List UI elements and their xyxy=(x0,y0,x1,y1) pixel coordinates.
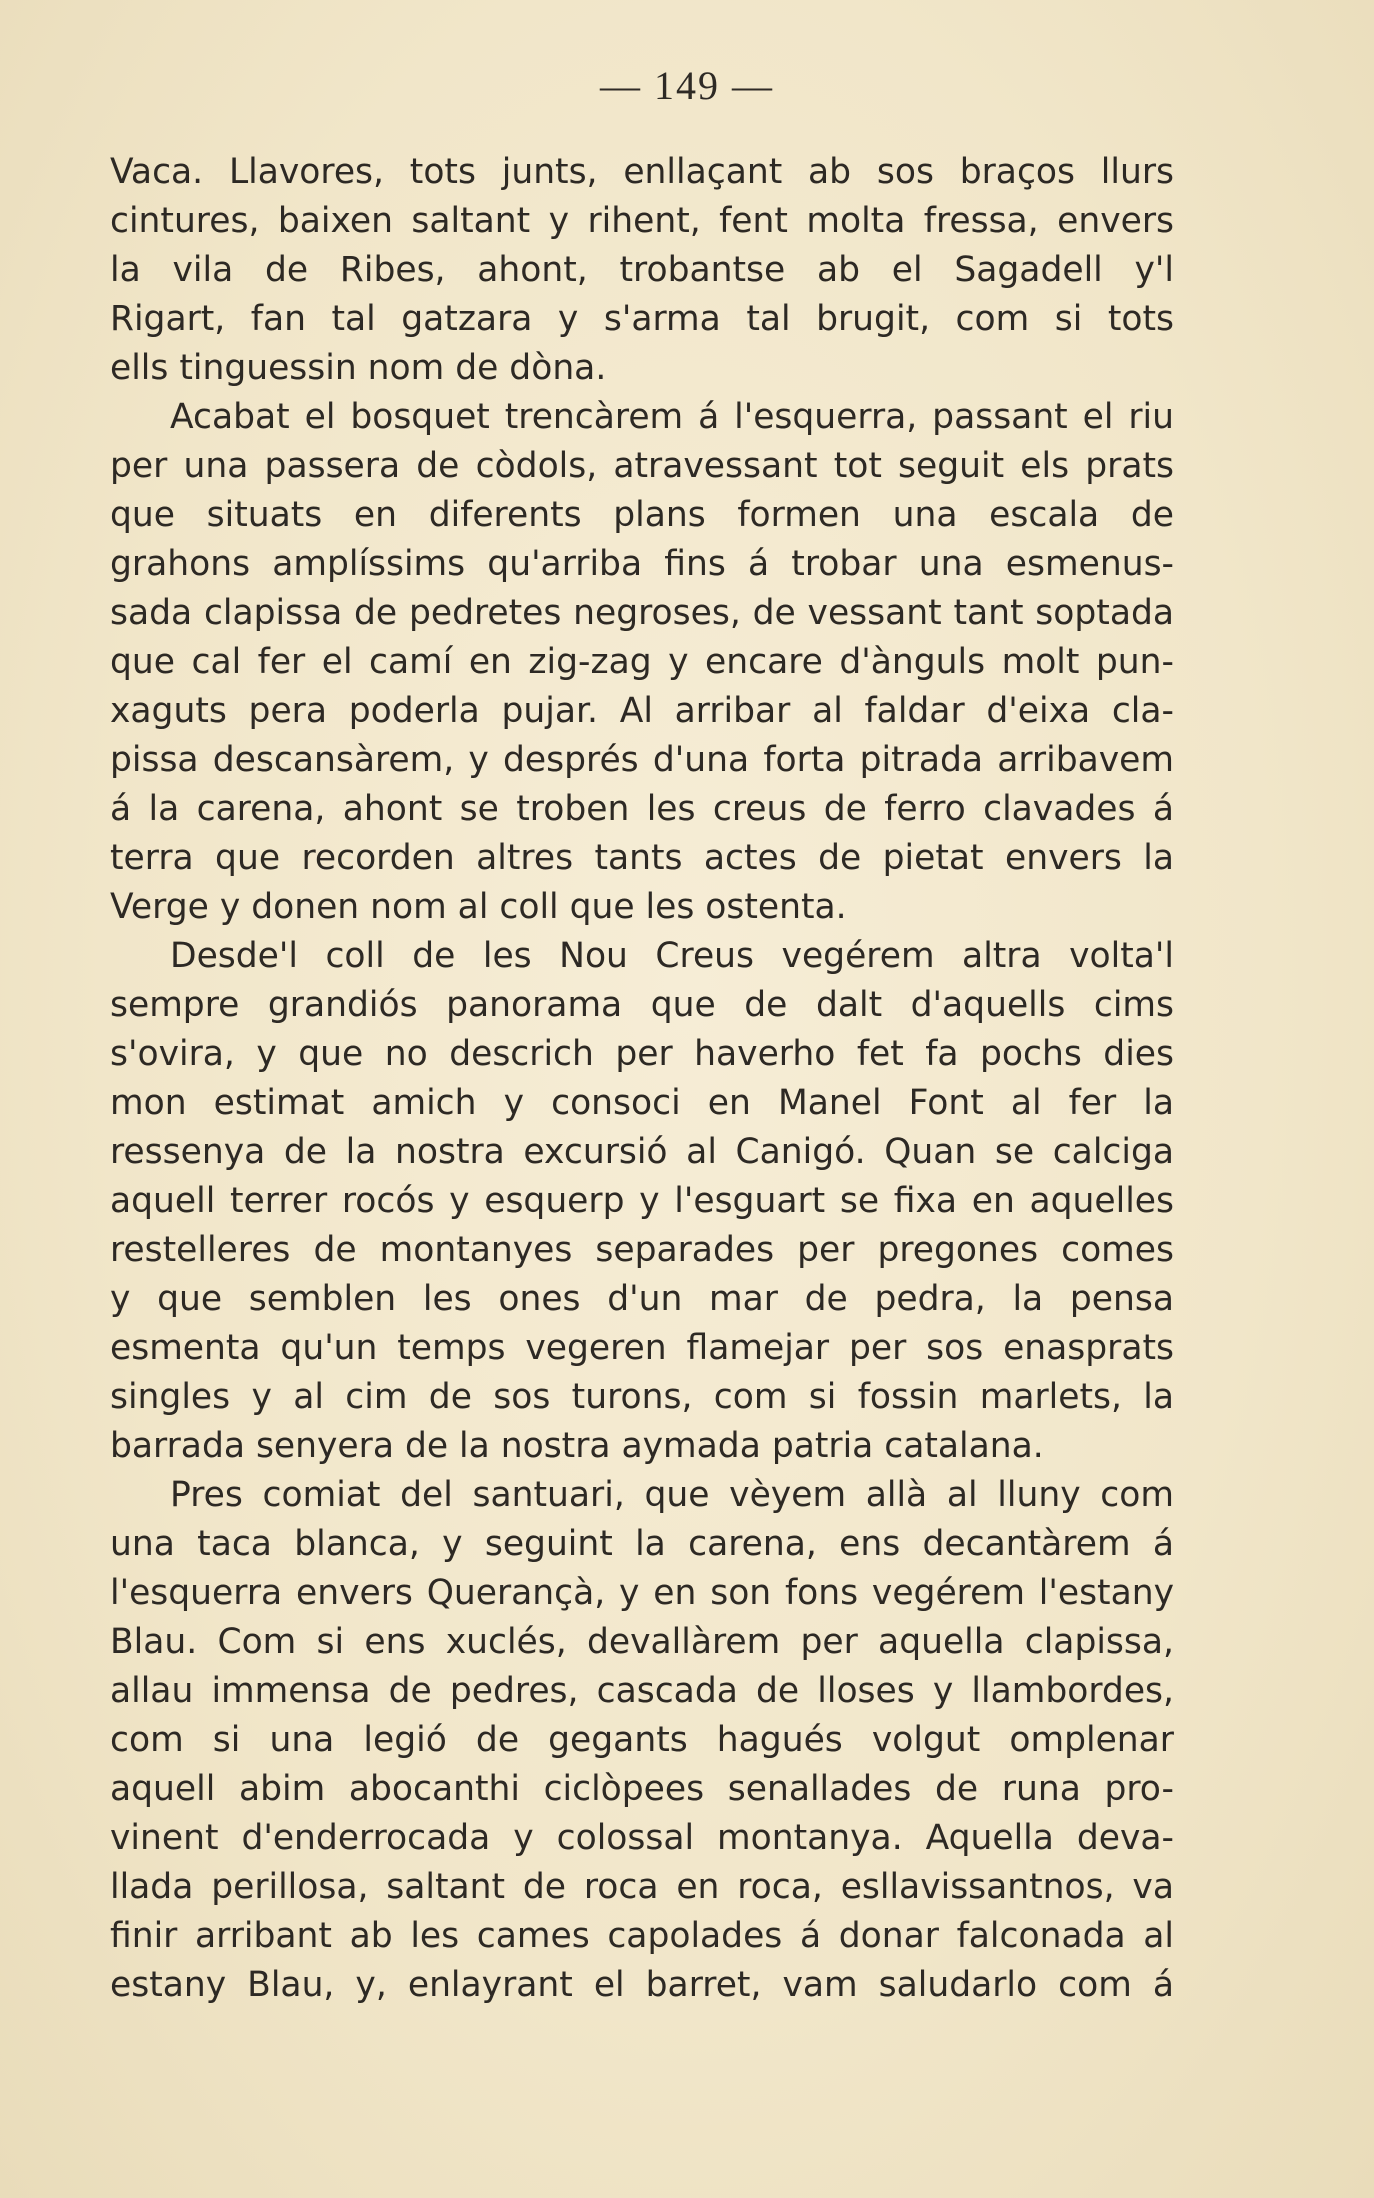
text-line: allau immensa de pedres, cascada de lloses y llambordes, xyxy=(110,1671,1174,1711)
text-line: Vaca. Llavores, tots junts, enllaçant ab sos braços llurs xyxy=(110,152,1174,192)
text-line: xaguts pera poderla pujar. Al arribar al faldar d'eixa cla- xyxy=(110,691,1174,731)
text-line: l'esquerra envers Querançà, y en son fons vegérem l'estany xyxy=(110,1573,1174,1613)
text-line: la vila de Ribes, ahont, trobantse ab el Sagadell y'l xyxy=(110,250,1174,290)
text-line: vinent d'enderrocada y colossal montanya. Aquella deva- xyxy=(110,1818,1174,1858)
text-line: singles y al cim de sos turons, com si fossin marlets, la xyxy=(110,1377,1174,1417)
text-line: Desde'l coll de les Nou Creus vegérem altra volta'l xyxy=(170,936,1174,976)
page-number: — 149 — xyxy=(600,63,774,108)
text-line: com si una legió de gegants hagués volgut omplenar xyxy=(110,1720,1174,1760)
text-line: aquell abim abocanthi ciclòpees senallades de runa pro- xyxy=(110,1769,1174,1809)
text-line: grahons amplíssims qu'arriba fins á trobar una esmenus- xyxy=(110,544,1174,584)
text-line: aquell terrer rocós y esquerp y l'esguart se fixa en aquelles xyxy=(110,1181,1174,1221)
text-line: pissa descansàrem, y després d'una forta pitrada arribavem xyxy=(110,740,1174,780)
text-line: sada clapissa de pedretes negroses, de vessant tant soptada xyxy=(110,593,1174,633)
text-line: mon estimat amich y consoci en Manel Font al fer la xyxy=(110,1083,1174,1123)
text-line: esmenta qu'un temps vegeren flamejar per sos enasprats xyxy=(110,1328,1174,1368)
text-line: barrada senyera de la nostra aymada patria catalana. xyxy=(110,1426,1044,1466)
paragraph-4 xyxy=(110,1471,1174,2010)
text-line: terra que recorden altres tants actes de pietat envers la xyxy=(110,838,1174,878)
text-line: Acabat el bosquet trencàrem á l'esquerra, passant el riu xyxy=(170,397,1174,437)
text-line: que situats en diferents plans formen una escala de xyxy=(110,495,1174,535)
text-line: per una passera de còdols, atravessant tot seguit els prats xyxy=(110,446,1174,486)
text-line: restelleres de montanyes separades per pregones comes xyxy=(110,1230,1174,1270)
text-line: sempre grandiós panorama que de dalt d'aquells cims xyxy=(110,985,1174,1025)
text-line: ells tinguessin nom de dòna. xyxy=(110,348,607,388)
text-line: estany Blau, y, enlayrant el barret, vam saludarlo com á xyxy=(110,1965,1174,2005)
body-text xyxy=(110,148,1174,2010)
text-line: á la carena, ahont se troben les creus de ferro clavades á xyxy=(110,789,1174,829)
text-line: Pres comiat del santuari, que vèyem allà al lluny com xyxy=(170,1475,1174,1515)
text-line: Rigart, fan tal gatzara y s'arma tal brugit, com si tots xyxy=(110,299,1174,339)
text-line: Blau. Com si ens xuclés, devallàrem per aquella clapissa, xyxy=(110,1622,1174,1662)
text-line: y que semblen les ones d'un mar de pedra, la pensa xyxy=(110,1279,1174,1319)
text-line: Verge y donen nom al coll que les ostenta. xyxy=(110,887,847,927)
text-line: s'ovira, y que no descrich per haverho fet fa pochs dies xyxy=(110,1034,1174,1074)
text-line: finir arribant ab les cames capolades á donar falconada al xyxy=(110,1916,1174,1956)
text-line: llada perillosa, saltant de roca en roca, esllavissantnos, va xyxy=(110,1867,1174,1907)
text-line: que cal fer el camí en zig-zag y encare d'ànguls molt pun- xyxy=(110,642,1174,682)
paragraph-2 xyxy=(110,393,1174,932)
text-line: una taca blanca, y seguint la carena, ens decantàrem á xyxy=(110,1524,1174,1564)
paragraph-1 xyxy=(110,148,1174,393)
text-line: ressenya de la nostra excursió al Canigó. Quan se calciga xyxy=(110,1132,1174,1172)
text-line: cintures, baixen saltant y rihent, fent molta fressa, envers xyxy=(110,201,1174,241)
paragraph-3 xyxy=(110,932,1174,1471)
